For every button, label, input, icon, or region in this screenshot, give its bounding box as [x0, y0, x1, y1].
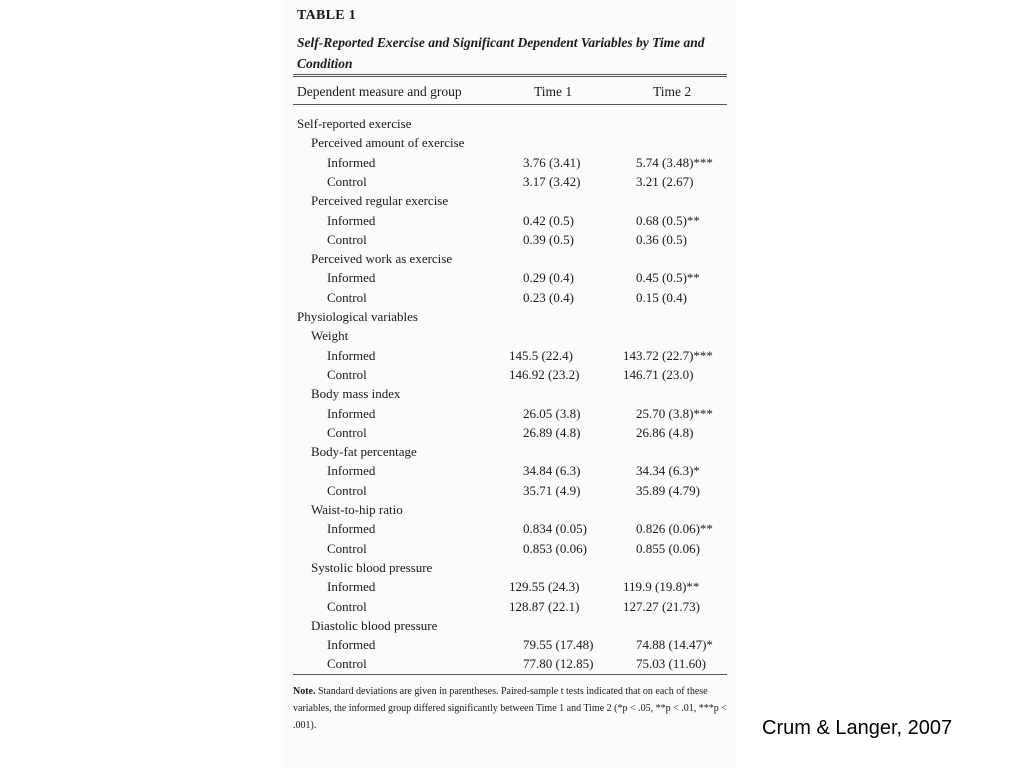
- table-row: [283, 268, 735, 287]
- table-figure: [283, 0, 735, 768]
- time2-value: 0.15 (0.4): [636, 289, 687, 305]
- table-row: [283, 597, 735, 616]
- time1-value: 3.17 (3.42): [523, 173, 581, 189]
- row-label: Weight: [311, 328, 349, 344]
- time1-value: 0.23 (0.4): [523, 289, 574, 305]
- table-group-row: [283, 558, 735, 577]
- table-row: [283, 404, 735, 423]
- time1-value: 35.71 (4.9): [523, 482, 581, 498]
- time2-value: 5.74 (3.48)***: [636, 154, 713, 170]
- time1-value: 129.55 (24.3): [509, 579, 580, 595]
- time1-value: 145.5 (22.4): [509, 347, 573, 363]
- table-row: [283, 539, 735, 558]
- row-label: Informed: [327, 270, 376, 286]
- time1-value: 128.87 (22.1): [509, 598, 580, 614]
- row-label: Body mass index: [311, 386, 401, 402]
- table-row: [283, 288, 735, 307]
- table-row: [283, 211, 735, 230]
- time2-value: 0.36 (0.5): [636, 231, 687, 247]
- row-label: Informed: [327, 463, 376, 479]
- time1-value: 0.42 (0.5): [523, 212, 574, 228]
- time2-value: 25.70 (3.8)***: [636, 405, 713, 421]
- note-text: Standard deviations are given in parentheses. Paired-sample t tests indicated that on each of these variables, the informed group differed significantly between Time 1 and Time 2 (*p < .05, **p < .01, ***p < .001).: [293, 686, 727, 731]
- column-header-time1: Time 1: [534, 84, 573, 99]
- row-label: Control: [327, 598, 367, 614]
- row-label: Self-reported exercise: [297, 116, 412, 131]
- row-label: Informed: [327, 405, 376, 421]
- row-label: Control: [327, 289, 367, 305]
- row-label: Informed: [327, 637, 376, 653]
- row-label: Informed: [327, 347, 376, 363]
- table-group-row: [283, 191, 735, 210]
- header-top-rule: [293, 74, 727, 77]
- table-label: TABLE 1: [297, 8, 357, 23]
- row-label: Informed: [327, 212, 376, 228]
- table-group-row: [283, 307, 735, 326]
- row-label: Control: [327, 231, 367, 247]
- table-row: [283, 519, 735, 538]
- time2-value: 0.68 (0.5)**: [636, 212, 700, 228]
- time2-value: 35.89 (4.79): [636, 482, 700, 498]
- table-group-row: [283, 326, 735, 345]
- citation: Crum & Langer, 2007: [762, 717, 953, 739]
- table-row: [283, 172, 735, 191]
- table-row: [283, 365, 735, 384]
- row-label: Perceived work as exercise: [311, 251, 453, 267]
- table-row: [283, 635, 735, 654]
- table-group-row: [283, 616, 735, 635]
- time2-value: 143.72 (22.7)***: [623, 347, 713, 363]
- time1-value: 26.89 (4.8): [523, 424, 581, 440]
- time1-value: 146.92 (23.2): [509, 366, 580, 382]
- row-label: Informed: [327, 521, 376, 537]
- row-label: Waist-to-hip ratio: [311, 502, 403, 517]
- row-label: Control: [327, 656, 367, 672]
- time1-value: 0.853 (0.06): [523, 540, 587, 556]
- row-label: Diastolic blood pressure: [311, 617, 438, 633]
- time2-value: 26.86 (4.8): [636, 424, 694, 440]
- time2-value: 75.03 (11.60): [636, 656, 706, 672]
- time2-value: 127.27 (21.73): [623, 598, 700, 614]
- time2-value: 119.9 (19.8)**: [623, 579, 700, 595]
- table-row: [283, 153, 735, 172]
- table-row: [283, 654, 735, 673]
- table-group-row: [283, 249, 735, 268]
- table-group-row: [283, 384, 735, 403]
- row-label: Perceived amount of exercise: [311, 135, 465, 151]
- time1-value: 26.05 (3.8): [523, 405, 581, 421]
- row-label: Body-fat percentage: [311, 444, 417, 460]
- time1-value: 79.55 (17.48): [523, 637, 594, 653]
- column-header-time2: Time 2: [653, 84, 692, 99]
- row-label: Perceived regular exercise: [311, 193, 449, 209]
- row-label: Informed: [327, 154, 376, 170]
- table-row: [283, 346, 735, 365]
- table-group-row: [283, 442, 735, 461]
- note-label: Note.: [293, 686, 316, 697]
- table-row: [283, 230, 735, 249]
- time1-value: 0.834 (0.05): [523, 521, 587, 537]
- table-group-row: [283, 114, 735, 133]
- row-label: Control: [327, 173, 367, 189]
- column-header-measure: Dependent measure and group: [297, 84, 462, 99]
- table-title: Self-Reported Exercise and Significant Dependent Variables by Time and Condition: [297, 35, 705, 71]
- time1-value: 0.39 (0.5): [523, 231, 574, 247]
- table-note: [293, 683, 729, 734]
- table-row: [283, 423, 735, 442]
- table-group-row: [283, 500, 735, 519]
- time2-value: 3.21 (2.67): [636, 173, 694, 189]
- time2-value: 74.88 (14.47)*: [636, 637, 713, 653]
- row-label: Control: [327, 424, 367, 440]
- table-group-row: [283, 133, 735, 152]
- time2-value: 0.45 (0.5)**: [636, 270, 700, 286]
- row-label: Physiological variables: [297, 309, 418, 324]
- time2-value: 34.34 (6.3)*: [636, 463, 700, 479]
- row-label: Control: [327, 482, 367, 498]
- row-label: Control: [327, 540, 367, 556]
- row-label: Informed: [327, 579, 376, 595]
- row-label: Systolic blood pressure: [311, 559, 433, 575]
- time2-value: 146.71 (23.0): [623, 366, 694, 382]
- time2-value: 0.826 (0.06)**: [636, 521, 713, 537]
- time1-value: 77.80 (12.85): [523, 656, 594, 672]
- header-bottom-rule: [293, 104, 727, 105]
- time1-value: 34.84 (6.3): [523, 463, 581, 479]
- row-label: Control: [327, 366, 367, 382]
- time1-value: 3.76 (3.41): [523, 154, 581, 170]
- time1-value: 0.29 (0.4): [523, 270, 574, 286]
- table-row: [283, 461, 735, 480]
- table-row: [283, 481, 735, 500]
- time2-value: 0.855 (0.06): [636, 540, 700, 556]
- table-bottom-rule: [293, 674, 727, 675]
- table-row: [283, 577, 735, 596]
